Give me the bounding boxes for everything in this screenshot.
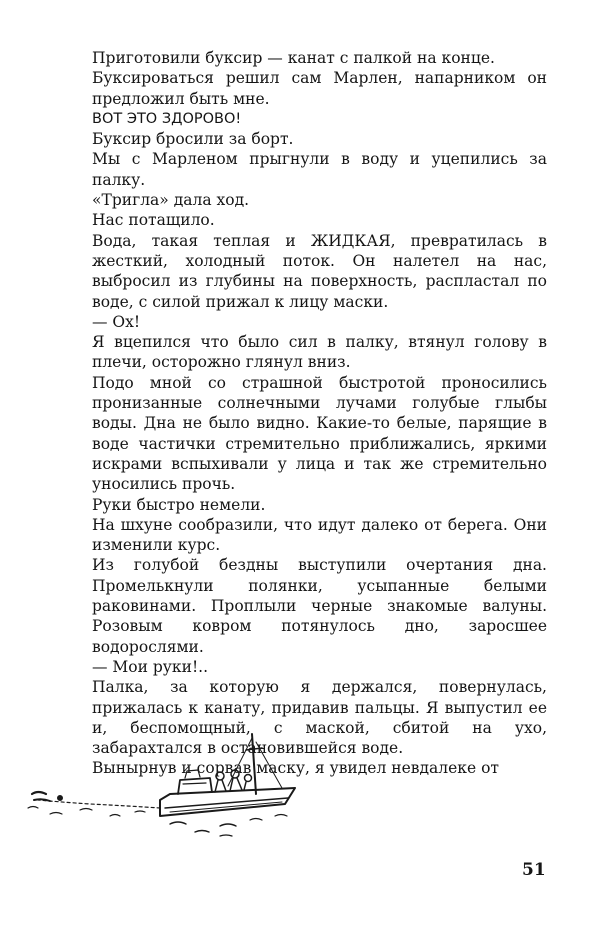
paragraph: Подо мной со страшной быстротой проносились пронизанные солнечными лучами голубые глыбы воды. Дна не было видно. Какие-то белые, парящие в воде частички стремительно приближались, яркими искрами вспыхивали у лица и так же стремительно уносились прочь.	[92, 373, 547, 494]
paragraph: Нас потащило.	[92, 211, 215, 230]
paragraph: Я вцепился что было сил в палку, втянул голову в плечи, осторожно глянул вниз.	[92, 333, 547, 372]
paragraph: «Тригла» дала ход.	[92, 191, 250, 210]
paragraph: Палка, за которую я держался, повернулась, прижалась к канату, придавив пальцы. Я выпустил ее и, беспомощный, с маской, сбитой на ухо, забарахтался в остановившейся воде.	[92, 678, 547, 758]
paragraph: Вода, такая теплая и ЖИДКАЯ, превратилась в жесткий, холодный поток. Он налетел на нас, выбросил из глубины на поверхность, распластал по воде, с силой прижал к лицу маски.	[92, 231, 547, 311]
paragraph: Буксир бросили за борт.	[92, 130, 294, 149]
paragraph: Мы с Марленом прыгнули в воду и уцепились за палку.	[92, 150, 547, 189]
boat-illustration	[20, 728, 310, 840]
body-text	[92, 48, 547, 779]
paragraph: Из голубой бездны выступили очертания дна. Промелькнули полянки, усыпанные белыми раковинами. Проплыли черные знакомые валуны. Розовым ковром потянулось дно, заросшее водорослями.	[92, 556, 547, 656]
paragraph: Приготовили буксир — канат с палкой на конце.	[92, 49, 495, 67]
paragraph: На шхуне сообразили, что идут далеко от берега. Они изменили курс.	[92, 515, 547, 555]
paragraph: Вынырнув и сорвав маску, я увидел невдалеке от	[92, 759, 499, 778]
paragraph: — Ох!	[92, 312, 141, 331]
paragraph: Буксироваться решил сам Марлен, напарником он предложил быть мне.	[92, 69, 547, 108]
paragraph: — Мои руки!..	[92, 657, 209, 676]
paragraph: ВОТ ЭТО ЗДОРОВО!	[92, 110, 242, 127]
paragraph: Руки быстро немели.	[92, 495, 266, 514]
page-number: 51	[522, 860, 546, 880]
